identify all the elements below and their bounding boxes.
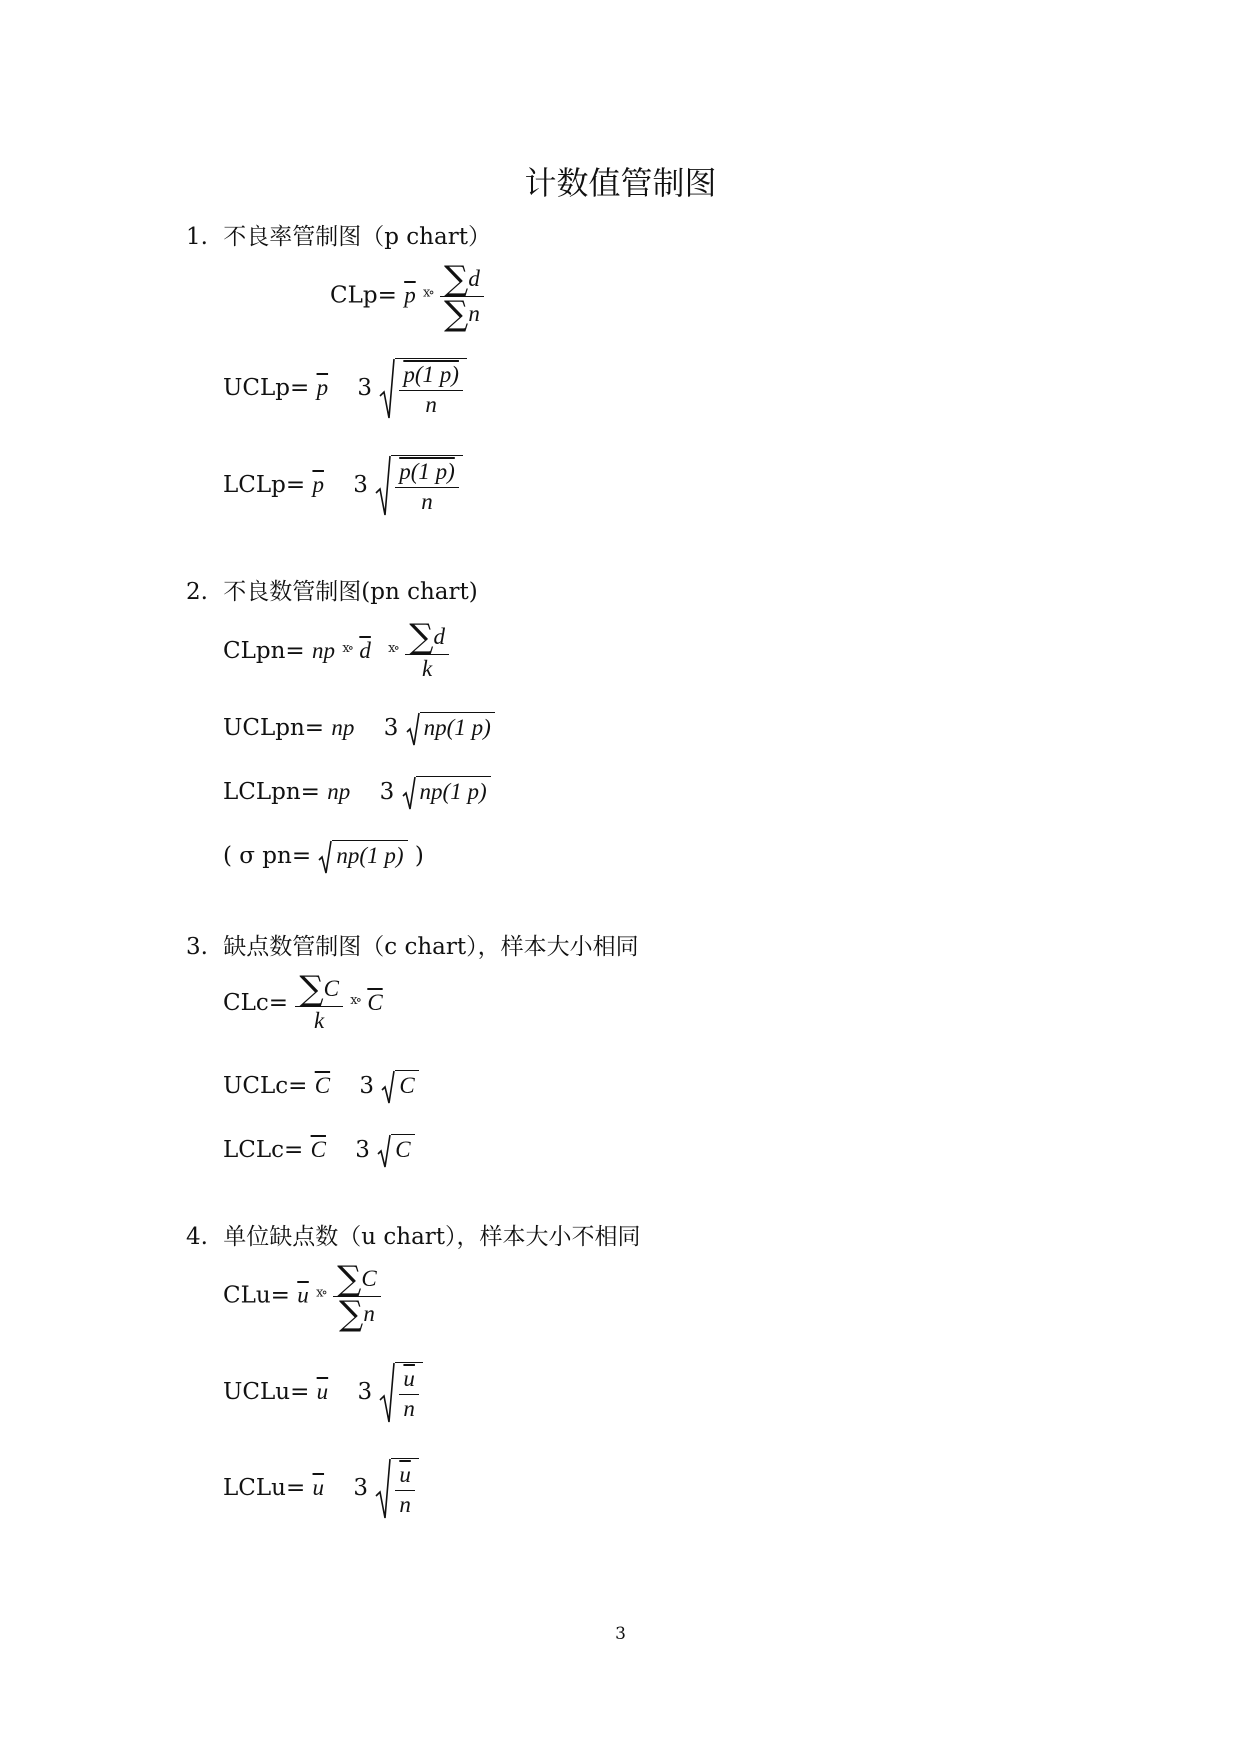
formula-clc	[223, 969, 383, 1036]
formula-uclp	[223, 358, 467, 420]
coefficient: 3	[359, 1073, 375, 1099]
formula-label: CLpn=	[223, 637, 305, 664]
radicand-denominator: n	[425, 391, 437, 417]
section-title: 不良率管制图（p chart）	[223, 224, 491, 250]
square-root	[375, 1458, 419, 1520]
square-root	[406, 712, 495, 746]
p-bar: $\overline{p}$	[312, 472, 324, 497]
formula-label: CLu=	[223, 1282, 290, 1309]
coefficient: 3	[357, 1379, 373, 1405]
section-number: 1.	[186, 224, 208, 250]
radicand: C	[395, 1070, 418, 1104]
equals-glyph: ⅹ∘	[342, 640, 353, 656]
square-root	[377, 1134, 414, 1168]
equals-glyph: ⅹ∘	[316, 1285, 326, 1301]
numerator: C	[323, 976, 339, 1001]
c-bar: $\overline{C}$	[310, 1137, 326, 1162]
formula-label: LCLp=	[223, 472, 306, 498]
section-title: 单位缺点数（u chart），样本大小不相同	[223, 1224, 641, 1250]
coefficient: 3	[383, 715, 399, 741]
formula-label: UCLu=	[223, 1379, 310, 1405]
coefficient: 3	[355, 1137, 370, 1163]
square-root	[381, 1070, 418, 1104]
coefficient: 3	[357, 375, 373, 401]
c-bar: $\overline{C}$	[367, 989, 383, 1015]
formula-uclpn	[223, 712, 495, 746]
formula-lclpn	[223, 776, 491, 810]
equals-glyph: ⅹ∘	[388, 640, 398, 656]
formula-lclp	[223, 455, 463, 517]
np-bar: np	[331, 715, 355, 740]
denominator: n	[363, 1301, 375, 1326]
section-2-heading	[186, 573, 478, 606]
formula-label: LCLpn=	[223, 779, 320, 805]
numerator: d	[468, 266, 480, 291]
denominator: n	[468, 301, 480, 326]
square-root	[379, 358, 467, 420]
page-title: 计数值管制图	[524, 164, 717, 202]
formula-clp	[330, 259, 484, 334]
radicand-numerator: $\overline{u}$	[399, 1365, 419, 1395]
formula-lclu	[223, 1458, 419, 1520]
section-3-heading	[186, 928, 639, 961]
radicand: C	[391, 1134, 414, 1168]
sigma-symbol: ∑	[299, 969, 324, 1009]
close-paren: )	[414, 843, 424, 869]
section-number: 3.	[186, 934, 208, 960]
formula-label: CLc=	[223, 989, 289, 1016]
formula-label: UCLpn=	[223, 715, 325, 741]
c-bar: $\overline{C}$	[314, 1073, 331, 1098]
numerator: C	[361, 1266, 377, 1291]
denominator: k	[421, 656, 433, 681]
formula-label: UCLp=	[223, 375, 310, 401]
sigma-symbol: ∑	[444, 259, 469, 299]
formula-lclc	[223, 1134, 415, 1168]
square-root	[379, 1362, 423, 1424]
section-4-heading	[186, 1218, 641, 1251]
fraction	[295, 969, 343, 1036]
p-bar: $\overline{p}$	[316, 375, 329, 400]
coefficient: 3	[353, 1475, 368, 1501]
formula-label: ( σ pn=	[223, 843, 312, 869]
coefficient: 3	[379, 779, 395, 805]
formula-sigma-pn	[223, 840, 424, 874]
formula-label: LCLc=	[223, 1137, 304, 1163]
equals-glyph: ⅹ∘	[350, 992, 360, 1008]
formula-clpn	[223, 617, 449, 684]
coefficient: 3	[353, 472, 368, 498]
formula-label: UCLc=	[223, 1073, 308, 1099]
square-root	[402, 776, 491, 810]
section-title: 不良数管制图(pn chart)	[223, 579, 478, 605]
u-bar: $\overline{u}$	[297, 1282, 309, 1308]
section-title: 缺点数管制图（c chart），样本大小相同	[223, 934, 639, 960]
square-root	[318, 840, 407, 874]
fraction	[333, 1259, 381, 1334]
radicand-denominator: n	[399, 1491, 411, 1517]
section-1-heading	[186, 218, 491, 251]
np-bar: np	[312, 637, 335, 663]
sigma-symbol: ∑	[444, 294, 469, 334]
np-bar: np	[327, 779, 351, 804]
u-bar: $\overline{u}$	[312, 1475, 325, 1500]
formula-label: LCLu=	[223, 1475, 306, 1501]
radicand-numerator: p(1 p)	[399, 361, 463, 391]
square-root	[375, 455, 463, 517]
section-number: 2.	[186, 579, 208, 605]
section-number: 4.	[186, 1224, 208, 1250]
radicand-numerator: $\overline{u}$	[395, 1461, 415, 1491]
radicand-numerator: p(1 p)	[395, 458, 459, 488]
sigma-symbol: ∑	[409, 617, 434, 657]
formula-label: CLp=	[330, 282, 397, 309]
page-number: 3	[615, 1624, 626, 1644]
radicand-denominator: n	[403, 1395, 415, 1421]
p-bar: $\overline{p}$	[404, 282, 416, 308]
fraction	[440, 259, 484, 334]
radicand-denominator: n	[421, 488, 433, 514]
radicand: np(1 p)	[420, 712, 495, 746]
formula-clu	[223, 1259, 381, 1334]
equals-glyph: ⅹ∘	[423, 285, 433, 301]
denominator: k	[314, 1008, 325, 1033]
sigma-symbol: ∑	[339, 1294, 364, 1334]
numerator: d	[433, 624, 445, 649]
radicand: np(1 p)	[416, 776, 491, 810]
radicand: np(1 p)	[332, 840, 407, 874]
d-bar: $\overline{d}$	[359, 637, 371, 663]
u-bar: $\overline{u}$	[316, 1379, 329, 1404]
formula-uclc	[223, 1070, 419, 1104]
formula-uclu	[223, 1362, 423, 1424]
fraction	[405, 617, 449, 684]
sigma-symbol: ∑	[337, 1259, 362, 1299]
